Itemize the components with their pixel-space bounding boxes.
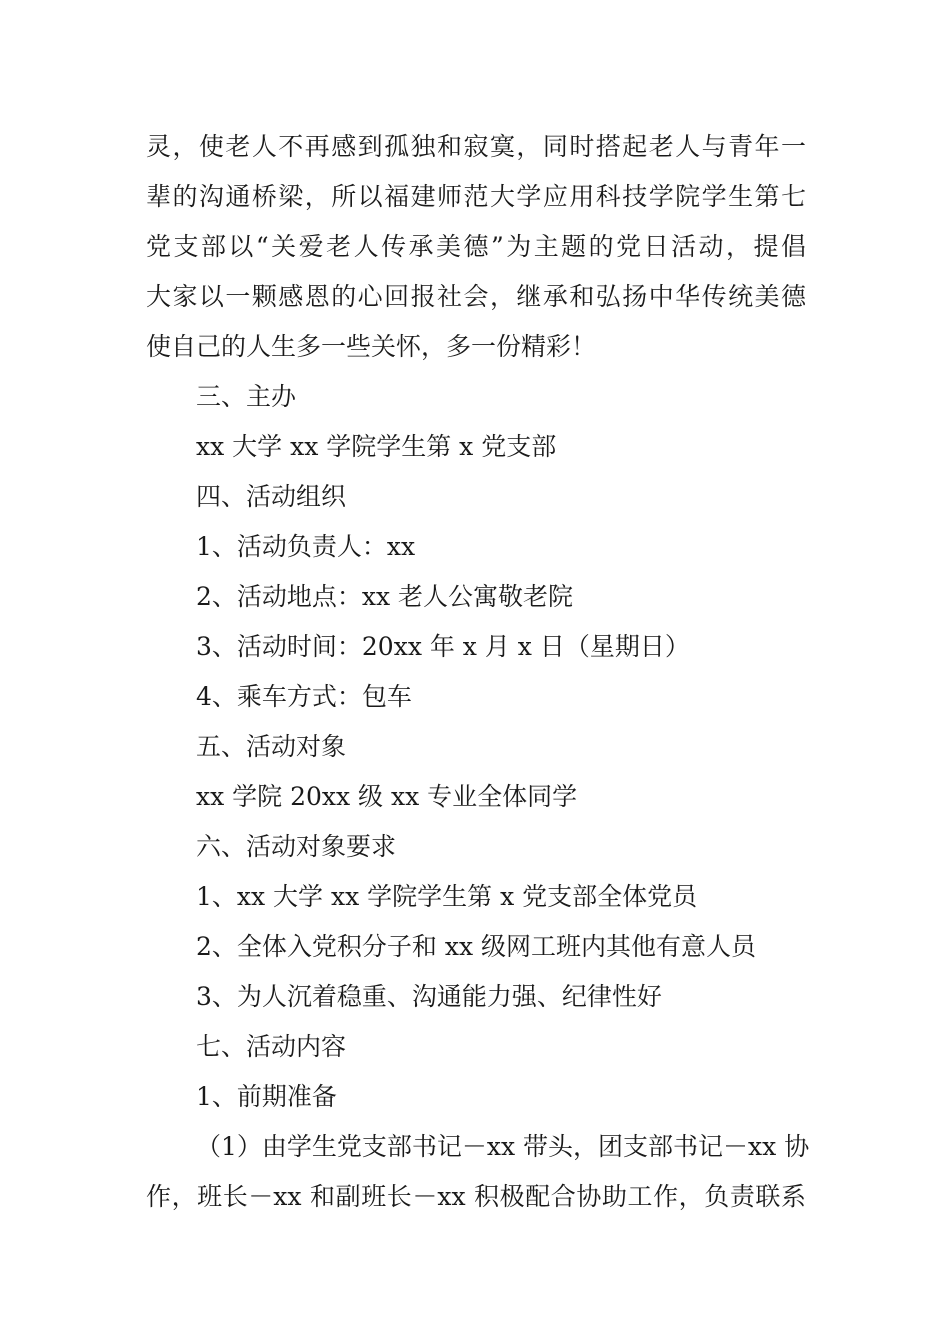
section-heading: 五、活动对象 [196,732,347,761]
paragraph-line: 灵，使老人不再感到孤独和寂寞，同时搭起老人与青年一 [146,132,806,161]
paragraph-line: 辈的沟通桥梁，所以福建师范大学应用科技学院学生第七 [146,182,806,211]
list-item: 2、活动地点：xx 老人公寓敬老院 [196,582,574,611]
list-item: 2、全体入党积分子和 xx 级网工班内其他有意人员 [196,932,756,961]
section-heading: 三、主办 [196,382,297,411]
list-item: 1、前期准备 [196,1082,337,1111]
section-heading: 七、活动内容 [196,1032,347,1061]
section-heading: 六、活动对象要求 [196,832,397,861]
paragraph-line: 党支部以“关爱老人传承美德”为主题的党日活动，提倡 [146,232,806,261]
paragraph-line: 使自己的人生多一些关怀，多一份精彩！ [146,332,597,361]
list-item: 4、乘车方式：包车 [196,682,412,711]
list-item: 1、xx 大学 xx 学院学生第 x 党支部全体党员 [196,882,698,911]
list-item: 1、活动负责人：xx [196,532,416,561]
paragraph-line: 作，班长－xx 和副班长－xx 积极配合协助工作，负责联系 [146,1182,806,1211]
list-item: 3、为人沉着稳重、沟通能力强、纪律性好 [196,982,662,1011]
section-heading: 四、活动组织 [196,482,347,511]
list-item: 3、活动时间：20xx 年 x 月 x 日（星期日） [196,632,690,661]
paragraph-line: xx 大学 xx 学院学生第 x 党支部 [196,432,557,461]
paragraph-line: 大家以一颗感恩的心回报社会，继承和弘扬中华传统美德 [146,282,806,311]
paragraph-line: xx 学院 20xx 级 xx 专业全体同学 [196,782,578,811]
paragraph-line: （1）由学生党支部书记－xx 带头，团支部书记－xx 协 [196,1132,810,1161]
